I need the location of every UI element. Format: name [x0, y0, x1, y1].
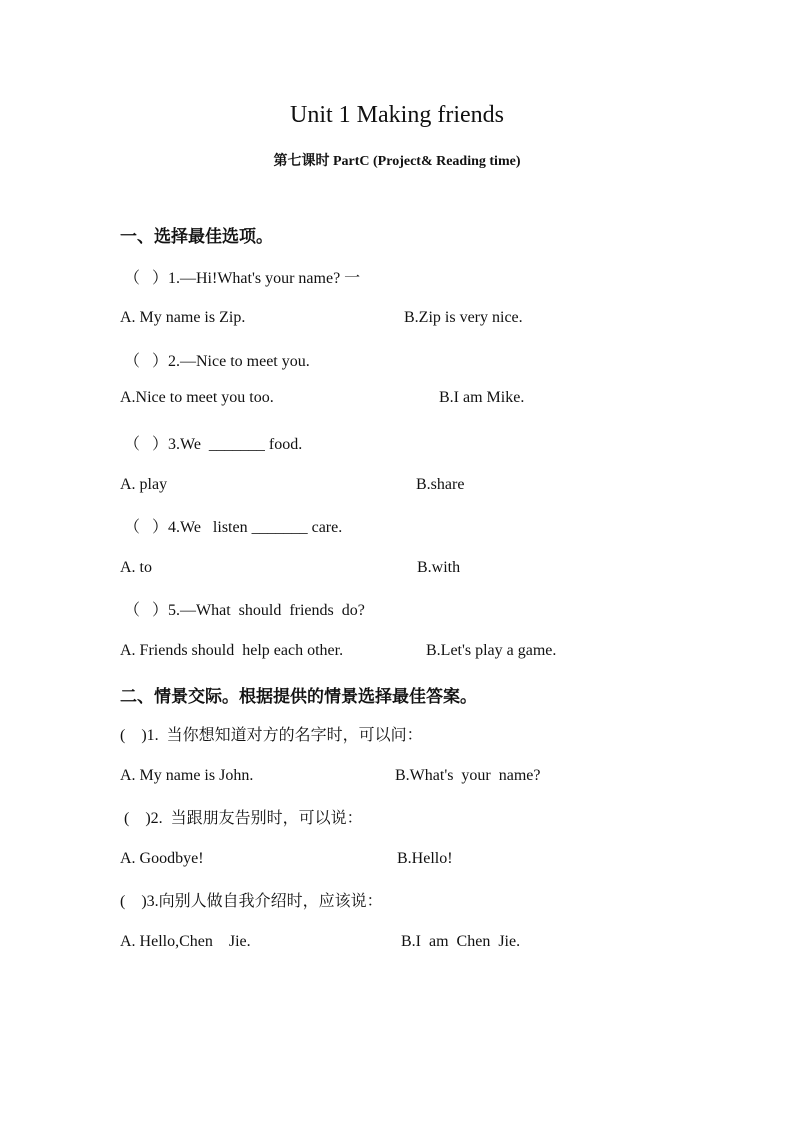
option-b: B.Zip is very nice. — [404, 309, 523, 326]
option-a: A. My name is John. — [120, 767, 254, 784]
question-stem: （ ）5.—What should friends do? — [124, 602, 365, 619]
option-a: A. My name is Zip. — [120, 309, 246, 326]
option-b: B.What's your name? — [395, 767, 541, 784]
option-a: A. Friends should help each other. — [120, 642, 344, 659]
option-b: B.Let's play a game. — [426, 642, 557, 659]
option-b: B.share — [416, 476, 465, 493]
option-a: A. to — [120, 559, 152, 576]
question-stem: （ ）1.—Hi!What's your name? 一 — [124, 270, 361, 287]
option-a: A. Hello,Chen Jie. — [120, 933, 251, 950]
option-b: B.Hello! — [397, 850, 453, 867]
option-a: A.Nice to meet you too. — [120, 389, 274, 406]
question-stem: ( )1. 当你想知道对方的名字时，可以问： — [120, 727, 423, 744]
section2-heading: 二、情景交际。根据提供的情景选择最佳答案。 — [120, 687, 477, 706]
option-a: A. play — [120, 476, 168, 493]
section1-heading: 一、选择最佳选项。 — [120, 227, 273, 246]
question-stem: ( )2. 当跟朋友告别时，可以说： — [120, 810, 363, 827]
option-a: A. Goodbye! — [120, 850, 204, 867]
option-b: B.I am Chen Jie. — [401, 933, 521, 950]
question-stem: （ ）2.—Nice to meet you. — [124, 353, 310, 370]
page-subtitle: 第七课时 PartC (Project& Reading time) — [273, 154, 521, 169]
question-stem: ( )3.向别人做自我介绍时，应该说： — [120, 893, 383, 910]
option-b: B.with — [417, 559, 461, 576]
page-title: Unit 1 Making friends — [290, 102, 504, 128]
question-stem: （ ）3.We _______ food. — [124, 436, 303, 453]
question-stem: （ ）4.We listen _______ care. — [124, 519, 343, 536]
option-b: B.I am Mike. — [439, 389, 525, 406]
